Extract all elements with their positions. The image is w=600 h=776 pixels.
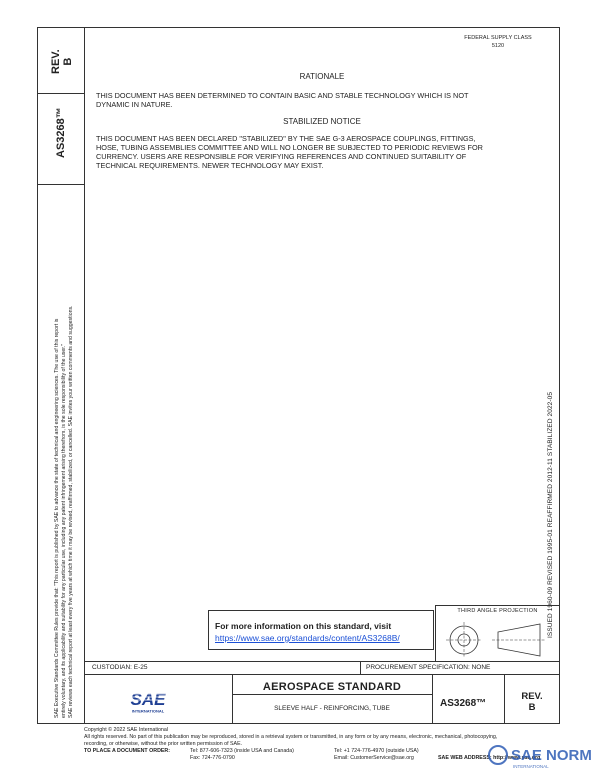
rationale-heading: RATIONALE: [299, 72, 345, 81]
rights-notice: All rights reserved. No part of this publication may be reproduced, stored in a retrieval system or transmitted, in any form or by any means, electronic, mechanical, photocopying,: [84, 734, 498, 740]
copyright: Copyright © 2022 SAE International: [84, 727, 168, 733]
procurement-specification: PROCUREMENT SPECIFICATION: NONE: [366, 664, 491, 671]
sae-norm-watermark: [487, 741, 597, 773]
title-block-divider: [432, 674, 433, 724]
more-info-title: For more information on this standard, visit: [215, 621, 392, 631]
svg-text:INTERNATIONAL: INTERNATIONAL: [131, 708, 165, 714]
side-note-line-2: entirely voluntary, and its applicability and suitability for any particular use, including any patent infringement arising therefrom, is the sole responsibility of the user.": [61, 344, 67, 718]
phone-intl: Tel: +1 724-776-4970 (outside USA): [334, 748, 419, 754]
custodian: CUSTODIAN: E-25: [92, 664, 148, 671]
svg-text:SAE: SAE: [130, 690, 166, 709]
svg-text:SAE NORM: SAE NORM: [511, 747, 592, 764]
rev-label-vertical: REV. B: [50, 49, 74, 74]
third-angle-projection-icon: [440, 618, 555, 658]
doc-number-vertical: AS3268™: [55, 107, 67, 158]
title-block-divider: [84, 674, 560, 675]
rationale-text: THIS DOCUMENT HAS BEEN DETERMINED TO CONTAIN BASIC AND STABLE TECHNOLOGY WHICH IS NOT DYNAMIC IN NATURE.: [96, 91, 469, 109]
email: Email: CustomerService@sae.org: [334, 755, 414, 761]
document-title: SLEEVE HALF - REINFORCING, TUBE: [274, 705, 390, 712]
order-label: TO PLACE A DOCUMENT ORDER:: [84, 748, 171, 754]
title-block-divider: [504, 674, 505, 724]
web-address[interactable]: SAE WEB ADDRESS: http://www.sae.org: [438, 755, 541, 761]
projection-label: THIRD ANGLE PROJECTION: [457, 608, 538, 614]
doc-number: AS3268™: [440, 698, 487, 709]
title-block-top-line: [84, 661, 560, 662]
sae-logo: [120, 688, 176, 714]
fax: Fax: 724-776-0790: [190, 755, 235, 761]
stabilized-notice-heading: STABILIZED NOTICE: [283, 117, 361, 126]
left-column-divider: [37, 184, 84, 185]
revision: REV. B: [521, 691, 543, 713]
svg-text:INTERNATIONAL: INTERNATIONAL: [513, 764, 549, 769]
title-block-divider: [360, 661, 361, 674]
document-history: ISSUED 1960-09 REVISED 1995-01 REAFFIRMED 2012-11 STABILIZED 2022-05: [547, 391, 554, 638]
standard-type: AEROSPACE STANDARD: [262, 681, 402, 693]
federal-supply-class: FEDERAL SUPPLY CLASS 5120: [464, 35, 532, 49]
title-block-divider: [232, 694, 432, 695]
left-column-divider: [37, 93, 84, 94]
phone-us: Tel: 877-606-7323 (inside USA and Canada): [190, 748, 294, 754]
side-note-line-3: SAE reviews each technical report at least every five years at which time it may be revised, reaffirmed, stabilized, or cancelled. SAE invites your written comments and suggestions.: [68, 305, 74, 718]
side-note-line-1: SAE Executive Standards Committee Rules provide that: "This report is published by SAE to advance the state of technical and engineering sciences. The use of this report is: [54, 318, 60, 718]
stabilized-notice-text: THIS DOCUMENT HAS BEEN DECLARED "STABILIZED" BY THE SAE G-3 AEROSPACE COUPLINGS, FITTINGS, HOSE, TUBING ASSEMBLIES COMMITTEE AND WILL NO LONGER BE SUBJECTED TO PERIODIC REVIEWS FOR CURRENCY. USERS ARE RESPONSIBLE FOR VERIFYING REFERENCES AND CONTINUED SUITABILITY OF TECHNICAL REQUIREMENTS. NEWER TECHNOLOGY MAY EXIST.: [96, 134, 483, 170]
standard-link[interactable]: https://www.sae.org/standards/content/AS3268B/: [215, 633, 400, 643]
rights-notice-2: recording, or otherwise, without the prior written permission of SAE.: [84, 741, 243, 747]
